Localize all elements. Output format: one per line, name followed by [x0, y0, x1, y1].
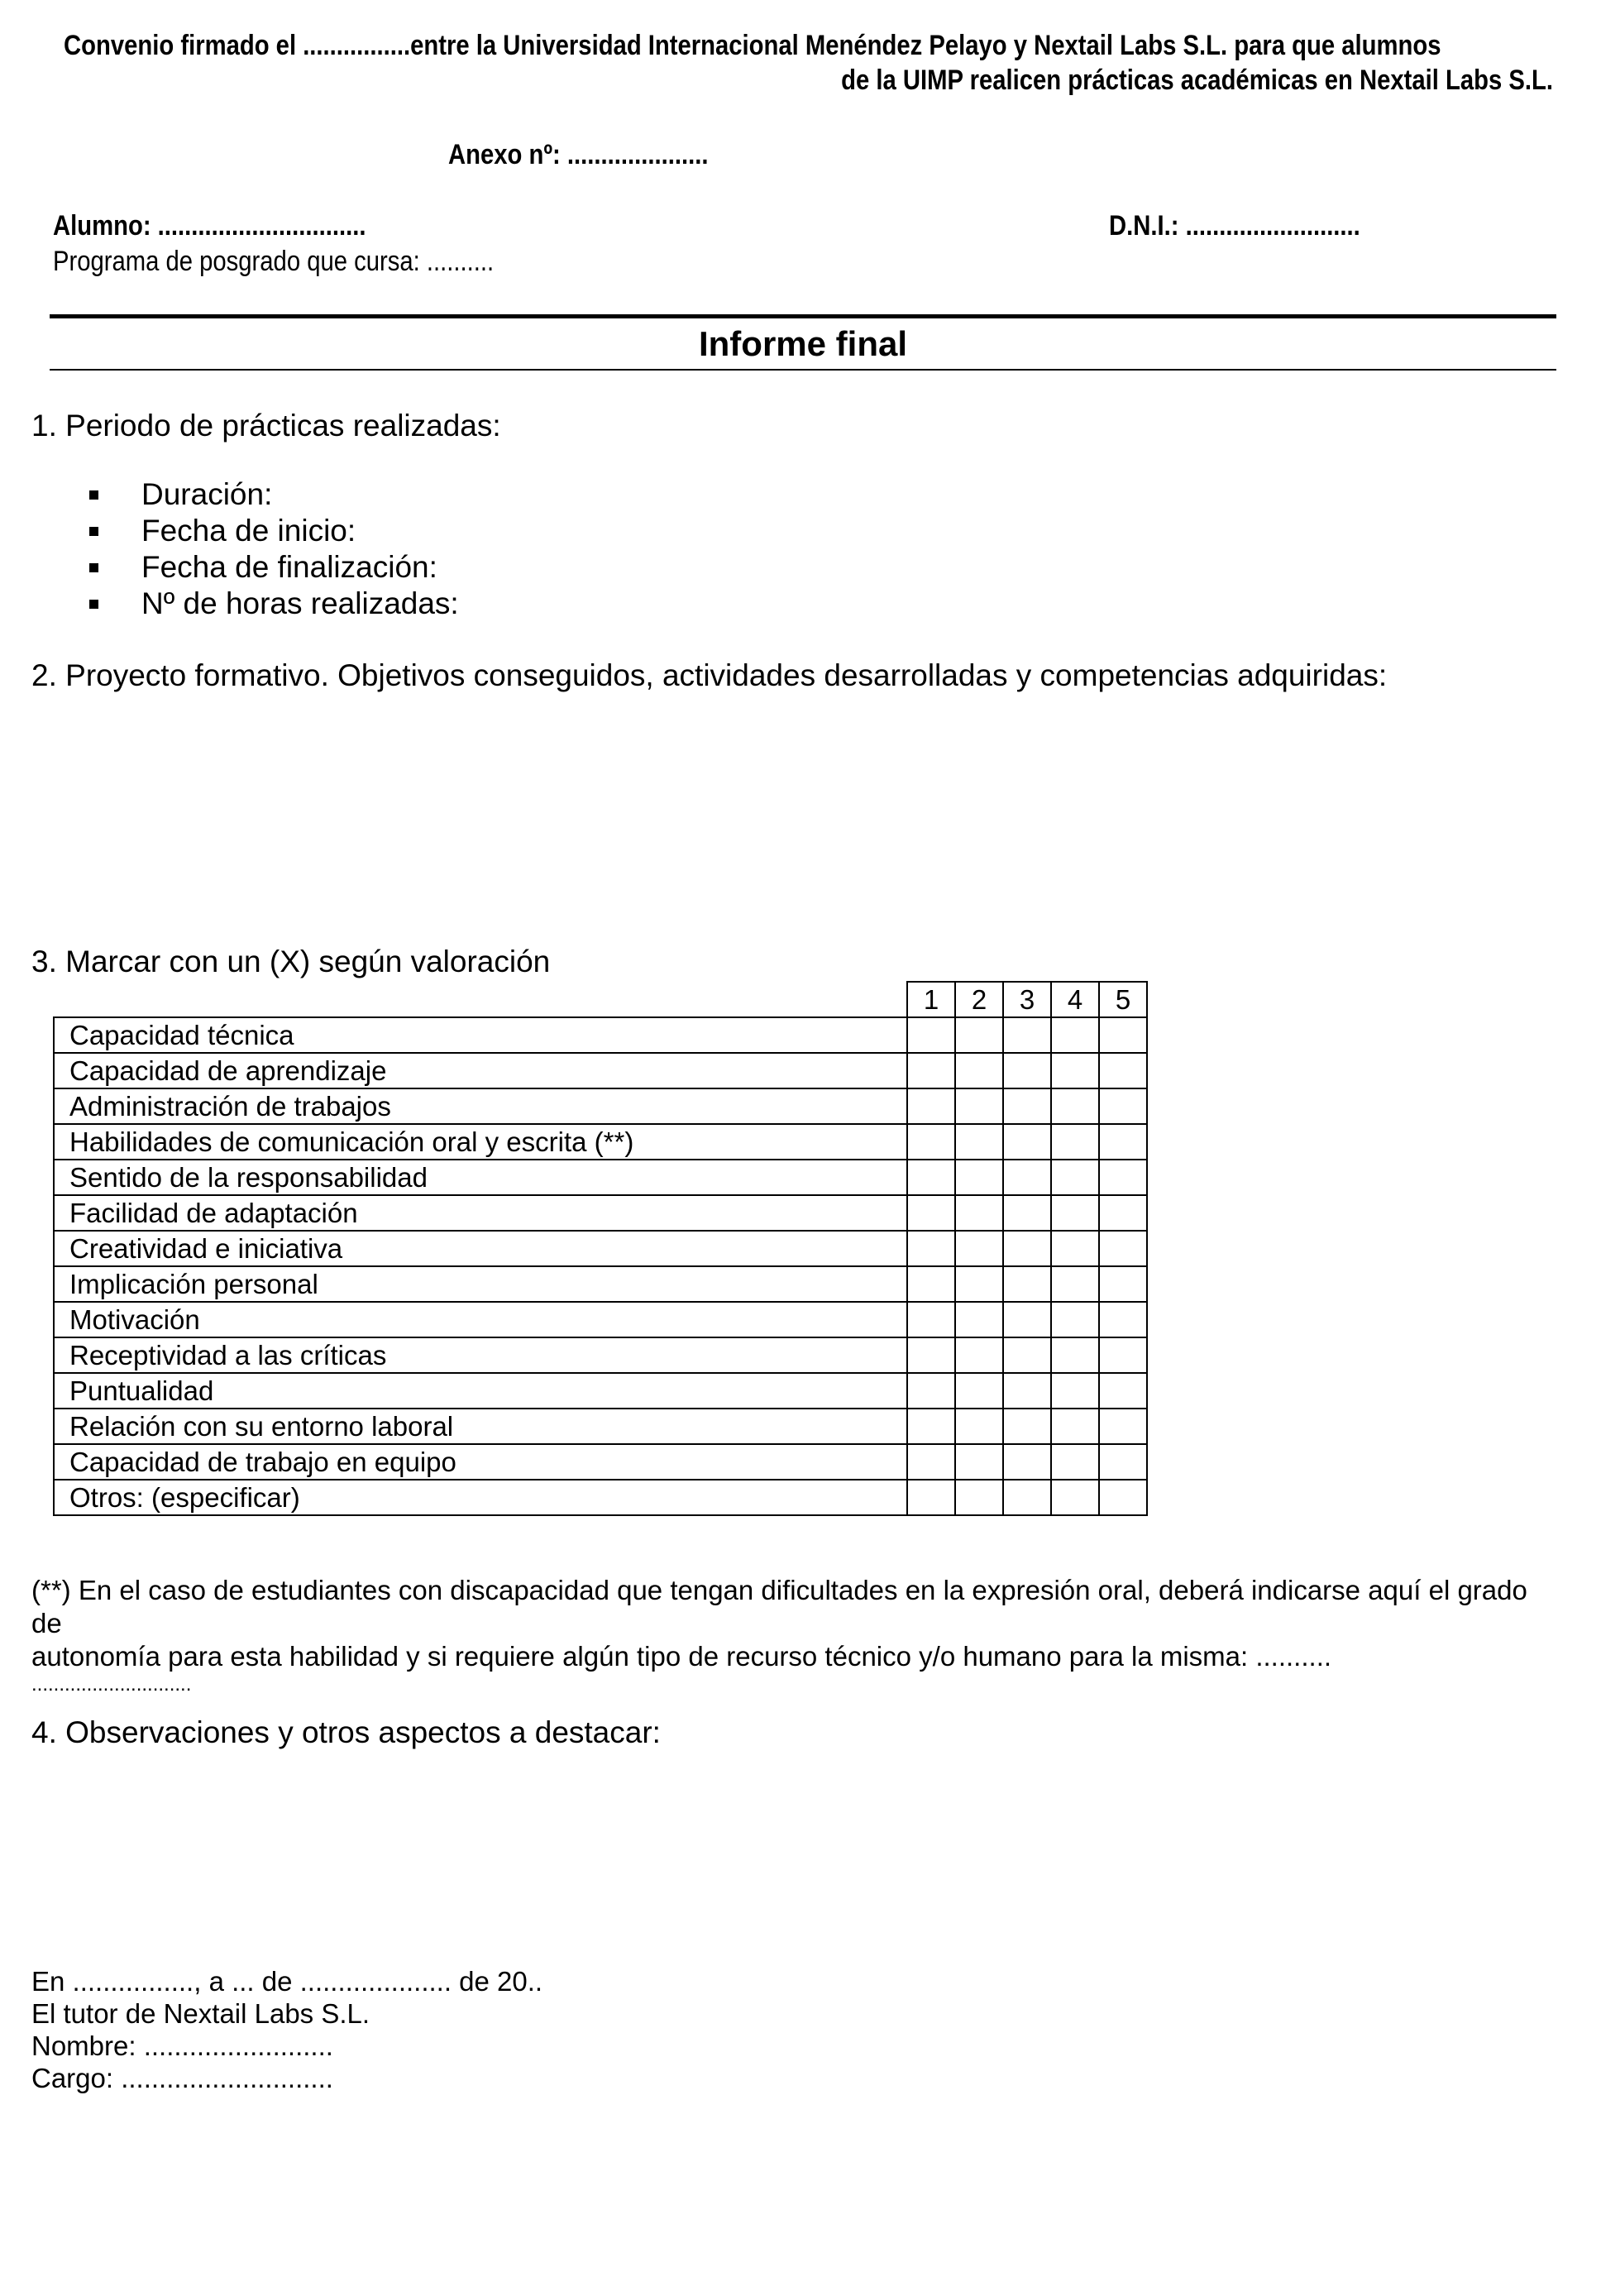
rating-checkbox-5[interactable] [1099, 1302, 1147, 1337]
rating-checkbox-4[interactable] [1051, 1231, 1099, 1266]
scale-4-header: 4 [1051, 982, 1099, 1017]
rating-checkbox-1[interactable] [907, 1409, 955, 1444]
rating-checkbox-3[interactable] [1003, 1160, 1051, 1195]
rating-checkbox-5[interactable] [1099, 1017, 1147, 1053]
rating-checkbox-4[interactable] [1051, 1088, 1099, 1124]
table-row [54, 1444, 1147, 1480]
rating-checkbox-3[interactable] [1003, 1124, 1051, 1160]
rating-checkbox-4[interactable] [1051, 1337, 1099, 1373]
rating-checkbox-2[interactable] [955, 1124, 1003, 1160]
rating-checkbox-5[interactable] [1099, 1409, 1147, 1444]
header-blank-cell [54, 982, 907, 1017]
rating-scale-header [54, 982, 1147, 1017]
rating-checkbox-3[interactable] [1003, 1053, 1051, 1088]
rating-checkbox-1[interactable] [907, 1088, 955, 1124]
table-row [54, 1160, 1147, 1195]
agreement-header-line-2: de la UIMP realicen prácticas académicas en Nextail Labs S.L. [841, 65, 1553, 96]
table-row [54, 1053, 1147, 1088]
rating-checkbox-5[interactable] [1099, 1266, 1147, 1302]
rating-checkbox-2[interactable] [955, 1337, 1003, 1373]
rating-checkbox-1[interactable] [907, 1231, 955, 1266]
rating-table [53, 981, 1148, 1516]
list-item: Fecha de inicio: [89, 513, 459, 549]
rating-checkbox-4[interactable] [1051, 1444, 1099, 1480]
rating-checkbox-1[interactable] [907, 1302, 955, 1337]
list-item: Fecha de finalización: [89, 549, 459, 586]
postgraduate-program-field: Programa de posgrado que cursa: .......... [53, 246, 495, 277]
footnote-line: (**) En el caso de estudiantes con discapacidad que tengan dificultades en la expresión oral, deberá indicarse aquí el grado de [31, 1575, 1527, 1638]
table-row [54, 1195, 1147, 1231]
rating-checkbox-3[interactable] [1003, 1195, 1051, 1231]
section-4-heading: 4. Observaciones y otros aspectos a destacar: [31, 1715, 661, 1749]
rating-checkbox-4[interactable] [1051, 1124, 1099, 1160]
scale-5-header: 5 [1099, 982, 1147, 1017]
rating-checkbox-3[interactable] [1003, 1017, 1051, 1053]
criterion-label: Relación con su entorno laboral [54, 1409, 907, 1444]
rating-checkbox-3[interactable] [1003, 1480, 1051, 1515]
rating-checkbox-2[interactable] [955, 1266, 1003, 1302]
rating-checkbox-5[interactable] [1099, 1124, 1147, 1160]
list-item: Duración: [89, 476, 459, 513]
rating-checkbox-1[interactable] [907, 1017, 955, 1053]
disability-footnote [31, 1574, 1561, 1696]
table-row [54, 1373, 1147, 1409]
tutor-name-field: Nombre: ......................... [31, 2031, 333, 2061]
rating-checkbox-2[interactable] [955, 1444, 1003, 1480]
criterion-label: Implicación personal [54, 1266, 907, 1302]
table-row [54, 1088, 1147, 1124]
table-row [54, 1017, 1147, 1053]
rating-checkbox-4[interactable] [1051, 1409, 1099, 1444]
scale-2-header: 2 [955, 982, 1003, 1017]
section-1-heading: 1. Periodo de prácticas realizadas: [31, 409, 501, 442]
table-row [54, 1124, 1147, 1160]
rating-checkbox-2[interactable] [955, 1053, 1003, 1088]
rating-checkbox-4[interactable] [1051, 1017, 1099, 1053]
criterion-label: Creatividad e iniciativa [54, 1231, 907, 1266]
rating-checkbox-5[interactable] [1099, 1053, 1147, 1088]
table-row [54, 1480, 1147, 1515]
table-row [54, 1231, 1147, 1266]
rating-checkbox-1[interactable] [907, 1480, 955, 1515]
rating-checkbox-1[interactable] [907, 1195, 955, 1231]
table-row [54, 1266, 1147, 1302]
rating-checkbox-4[interactable] [1051, 1302, 1099, 1337]
criterion-label: Sentido de la responsabilidad [54, 1160, 907, 1195]
rating-checkbox-4[interactable] [1051, 1373, 1099, 1409]
rating-checkbox-3[interactable] [1003, 1337, 1051, 1373]
annex-number: Anexo nº: ..................... [448, 139, 709, 170]
scale-3-header: 3 [1003, 982, 1051, 1017]
rating-checkbox-5[interactable] [1099, 1444, 1147, 1480]
footnote-line: autonomía para esta habilidad y si requiere algún tipo de recurso técnico y/o humano para la misma: .......... [31, 1641, 1332, 1672]
rating-checkbox-3[interactable] [1003, 1088, 1051, 1124]
criterion-label: Habilidades de comunicación oral y escrita (**) [54, 1124, 907, 1160]
rating-checkbox-3[interactable] [1003, 1302, 1051, 1337]
section-2-heading: 2. Proyecto formativo. Objetivos conseguidos, actividades desarrolladas y competencias adquiridas: [31, 658, 1388, 692]
rating-checkbox-2[interactable] [955, 1195, 1003, 1231]
rating-checkbox-2[interactable] [955, 1160, 1003, 1195]
place-date-line: En ................, a ... de .................... de 20.. [31, 1966, 543, 1997]
rating-checkbox-2[interactable] [955, 1088, 1003, 1124]
rating-checkbox-3[interactable] [1003, 1231, 1051, 1266]
tutor-position-field: Cargo: ............................ [31, 2063, 333, 2093]
dni-field: D.N.I.: .......................... [1109, 210, 1360, 242]
footnote-line: ............................. [31, 1673, 192, 1696]
rating-checkbox-5[interactable] [1099, 1231, 1147, 1266]
section-3-heading: 3. Marcar con un (X) según valoración [31, 945, 551, 978]
tutor-line: El tutor de Nextail Labs S.L. [31, 1998, 370, 2029]
rating-checkbox-1[interactable] [907, 1337, 955, 1373]
rating-checkbox-5[interactable] [1099, 1337, 1147, 1373]
criterion-label: Capacidad de aprendizaje [54, 1053, 907, 1088]
rating-table-body [54, 1017, 1147, 1515]
rating-checkbox-4[interactable] [1051, 1266, 1099, 1302]
criterion-label: Capacidad técnica [54, 1017, 907, 1053]
criterion-label: Motivación [54, 1302, 907, 1337]
scale-1-header: 1 [907, 982, 955, 1017]
criterion-label: Facilidad de adaptación [54, 1195, 907, 1231]
page-title: Informe final [698, 324, 908, 363]
rating-checkbox-5[interactable] [1099, 1480, 1147, 1515]
rating-checkbox-1[interactable] [907, 1124, 955, 1160]
rating-checkbox-4[interactable] [1051, 1053, 1099, 1088]
table-row [54, 1302, 1147, 1337]
rating-checkbox-2[interactable] [955, 1373, 1003, 1409]
criterion-label: Puntualidad [54, 1373, 907, 1409]
rating-checkbox-2[interactable] [955, 1480, 1003, 1515]
rating-checkbox-4[interactable] [1051, 1480, 1099, 1515]
rating-checkbox-2[interactable] [955, 1231, 1003, 1266]
criterion-label: Otros: (especificar) [54, 1480, 907, 1515]
rating-checkbox-2[interactable] [955, 1017, 1003, 1053]
table-row [54, 1409, 1147, 1444]
criterion-label: Capacidad de trabajo en equipo [54, 1444, 907, 1480]
rating-checkbox-2[interactable] [955, 1409, 1003, 1444]
rating-checkbox-5[interactable] [1099, 1373, 1147, 1409]
rating-checkbox-1[interactable] [907, 1053, 955, 1088]
criterion-label: Administración de trabajos [54, 1088, 907, 1124]
rating-checkbox-4[interactable] [1051, 1195, 1099, 1231]
rating-checkbox-5[interactable] [1099, 1160, 1147, 1195]
rating-checkbox-3[interactable] [1003, 1444, 1051, 1480]
rating-checkbox-2[interactable] [955, 1302, 1003, 1337]
list-item: Nº de horas realizadas: [89, 586, 459, 622]
rating-checkbox-1[interactable] [907, 1373, 955, 1409]
title-bottom-rule [50, 369, 1556, 371]
agreement-header-line-1: Convenio firmado el ................entre la Universidad Internacional Menéndez Pelayo y Nextail Labs S.L. para que alumnos [64, 30, 1441, 61]
title-top-rule [50, 314, 1556, 318]
signature-block [31, 1965, 542, 2094]
rating-checkbox-5[interactable] [1099, 1195, 1147, 1231]
rating-checkbox-4[interactable] [1051, 1160, 1099, 1195]
rating-checkbox-1[interactable] [907, 1444, 955, 1480]
rating-checkbox-3[interactable] [1003, 1373, 1051, 1409]
student-name-field: Alumno: ............................... [53, 210, 366, 242]
rating-checkbox-3[interactable] [1003, 1266, 1051, 1302]
rating-checkbox-1[interactable] [907, 1160, 955, 1195]
rating-checkbox-3[interactable] [1003, 1409, 1051, 1444]
internship-period-list [89, 476, 459, 622]
rating-checkbox-1[interactable] [907, 1266, 955, 1302]
table-row [54, 1337, 1147, 1373]
rating-checkbox-5[interactable] [1099, 1088, 1147, 1124]
criterion-label: Receptividad a las críticas [54, 1337, 907, 1373]
